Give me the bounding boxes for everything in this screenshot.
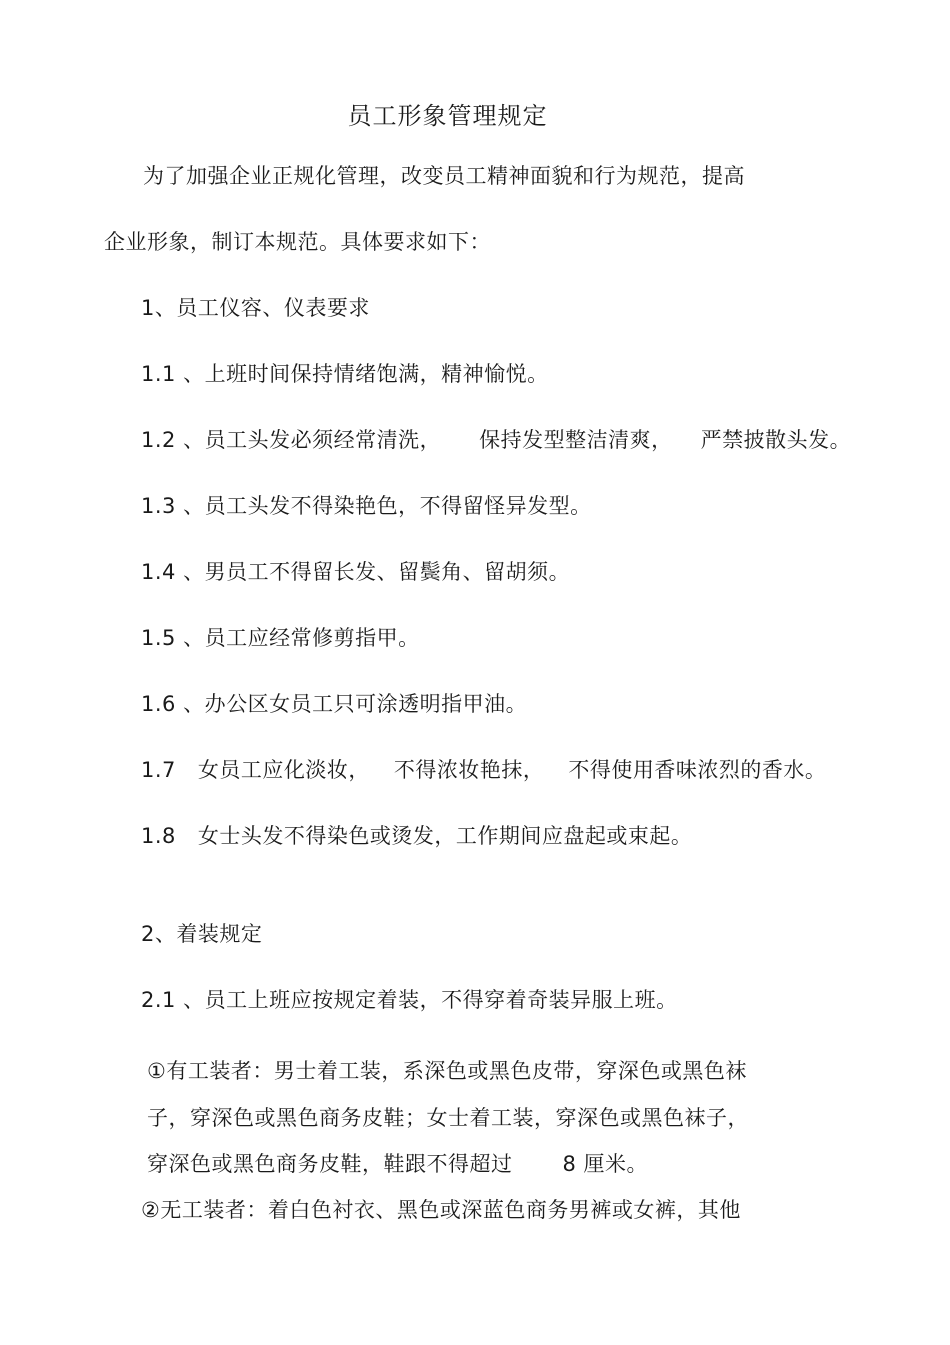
item-1-7-part-1: 女员工应化淡妆， bbox=[197, 758, 370, 782]
item-1-4: 1.4 、男员工不得留长发、留鬓角、留胡须。 bbox=[141, 560, 571, 584]
item-1-7 bbox=[141, 756, 826, 784]
page-title: 员工形象管理规定 bbox=[347, 102, 548, 130]
item-1-8-number: 1.8 bbox=[141, 824, 176, 848]
item-1-6: 1.6 、办公区女员工只可涂透明指甲油。 bbox=[141, 692, 528, 716]
intro-line-2: 企业形象，制订本规范。具体要求如下： bbox=[104, 230, 491, 254]
item-1-2-part-1: 1.2 、员工头发必须经常清洗， bbox=[141, 428, 442, 452]
uniform-rule-line-3-part-2: 8 厘米。 bbox=[562, 1152, 649, 1176]
uniform-rule-line-1: ①有工装者：男士着工装，系深色或黑色皮带，穿深色或黑色袜 bbox=[147, 1059, 747, 1083]
item-1-1: 1.1 、上班时间保持情绪饱满，精神愉悦。 bbox=[141, 362, 549, 386]
item-1-8 bbox=[141, 822, 692, 850]
item-1-2 bbox=[141, 426, 851, 454]
item-1-7-number: 1.7 bbox=[141, 758, 176, 782]
item-1-7-part-2: 不得浓妆艳抹， bbox=[393, 758, 545, 782]
section-2-heading: 2、着装规定 bbox=[141, 922, 263, 946]
section-1-heading: 1、员工仪容、仪表要求 bbox=[141, 296, 370, 320]
intro-line-1: 为了加强企业正规化管理，改变员工精神面貌和行为规范，提高 bbox=[143, 164, 745, 188]
item-2-1: 2.1 、员工上班应按规定着装，不得穿着奇装异服上班。 bbox=[141, 988, 678, 1012]
uniform-rule-line-2: 子，穿深色或黑色商务皮鞋；女士着工装，穿深色或黑色袜子， bbox=[147, 1106, 749, 1130]
item-1-2-part-2: 保持发型整洁清爽， bbox=[479, 428, 673, 452]
uniform-rule-line-3-part-1: 穿深色或黑色商务皮鞋，鞋跟不得超过 bbox=[147, 1152, 513, 1176]
item-1-7-part-3: 不得使用香味浓烈的香水。 bbox=[568, 758, 827, 782]
item-1-5: 1.5 、员工应经常修剪指甲。 bbox=[141, 626, 420, 650]
uniform-rule-line-3 bbox=[147, 1150, 648, 1178]
item-1-8-text: 女士头发不得染色或烫发，工作期间应盘起或束起。 bbox=[197, 824, 693, 848]
item-1-2-part-3: 严禁披散头发。 bbox=[700, 428, 852, 452]
no-uniform-rule-line-1: ②无工装者：着白色衬衣、黑色或深蓝色商务男裤或女裤，其他 bbox=[141, 1198, 741, 1222]
item-1-3: 1.3 、员工头发不得染艳色，不得留怪异发型。 bbox=[141, 494, 592, 518]
